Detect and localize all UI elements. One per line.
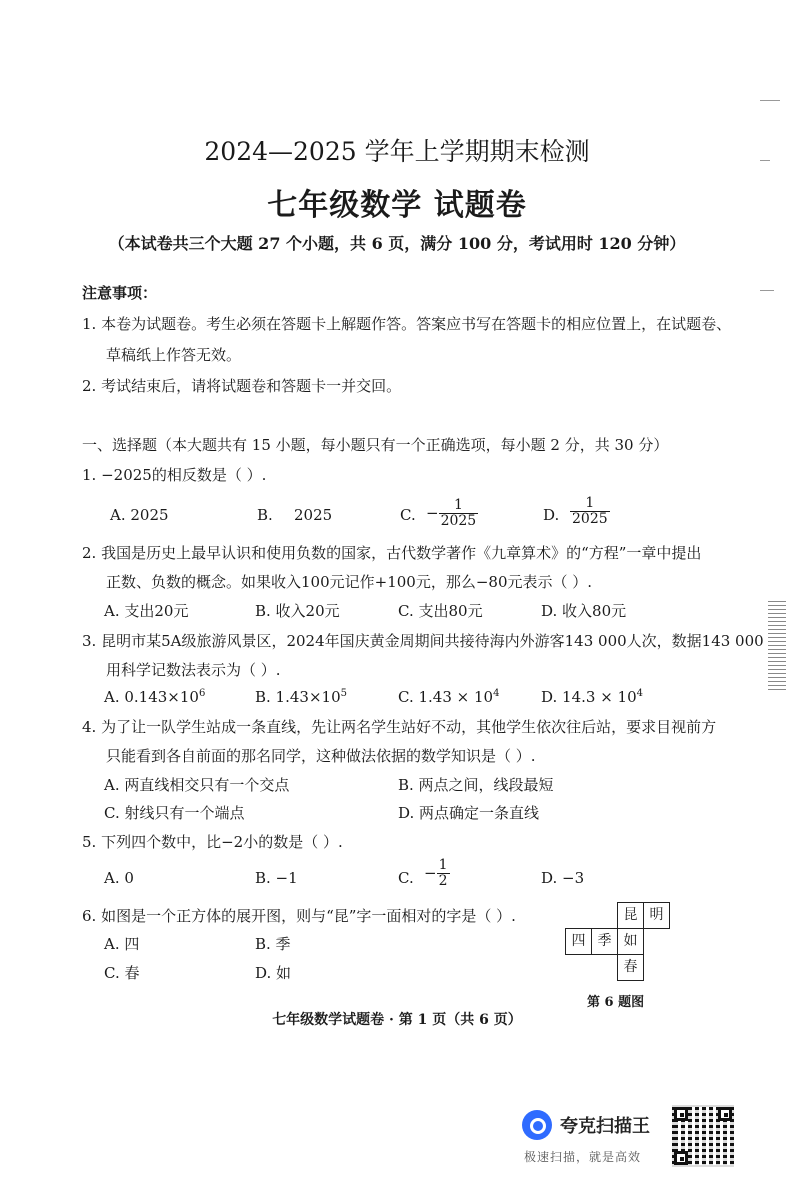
question-5-stem: 5. 下列四个数中，比−2小的数是（ ）. xyxy=(82,833,343,851)
section-heading: 一、选择题（本大题共有 15 小题，每小题只有一个正确选项，每小题 2 分，共 30 分） xyxy=(82,436,669,454)
minus-sign: − xyxy=(424,863,437,882)
question-5-option-b: B. −1 xyxy=(255,869,298,887)
option-text: B. 1.43×10 xyxy=(255,688,341,706)
paper-title: 七年级数学 试题卷 xyxy=(267,188,527,223)
question-4-option-a: A. 两直线相交只有一个交点 xyxy=(104,776,290,794)
fraction xyxy=(437,858,450,890)
question-6-option-b: B. 季 xyxy=(255,935,291,953)
question-3-option-c xyxy=(398,688,499,706)
option-text: D. 14.3 × 10 xyxy=(541,688,637,706)
numerator: 1 xyxy=(453,497,463,513)
question-3-option-d xyxy=(541,688,643,706)
question-5-option-a: A. 0 xyxy=(104,869,134,887)
question-2-option-b: B. 收入20元 xyxy=(255,602,340,620)
question-1-option-c-label: C. xyxy=(400,506,416,524)
question-2-stem: 2. 我国是历史上最早认识和使用负数的国家，古代数学著作《九章算术》的“方程”一章中提出 xyxy=(82,544,702,562)
question-3-option-b xyxy=(255,688,347,706)
question-6-option-a: A. 四 xyxy=(104,935,140,953)
qr-finder-icon xyxy=(674,1151,688,1165)
question-5-option-d: D. −3 xyxy=(541,869,585,887)
net-cell-kun: 昆 xyxy=(617,902,644,929)
question-3-stem-cont: 用科学记数法表示为（ ）. xyxy=(106,661,281,679)
exponent: 5 xyxy=(340,688,347,699)
page-footer: 七年级数学试题卷 · 第 1 页（共 6 页） xyxy=(272,1012,522,1028)
question-3-stem: 3. 昆明市某5A级旅游风景区，2024年国庆黄金周期间共接待海内外游客143 000人次，数据143 000 xyxy=(82,632,764,650)
question-1-option-d xyxy=(570,496,610,528)
notice-item-2: 2. 考试结束后，请将试题卷和答题卡一并交回。 xyxy=(82,377,402,395)
notice-heading: 注意事项： xyxy=(82,284,158,302)
question-4-stem-cont: 只能看到各自前面的那名同学，这种做法依据的数学知识是（ ）. xyxy=(106,747,536,765)
question-6-stem: 6. 如图是一个正方体的展开图，则与“昆”字一面相对的字是（ ）. xyxy=(82,907,516,925)
notice-item-1: 1. 本卷为试题卷。考生必须在答题卡上解题作答。答案应书写在答题卡的相应位置上，在试题卷、 xyxy=(82,315,732,333)
scan-artifact xyxy=(768,600,786,690)
qr-finder-icon xyxy=(674,1107,688,1121)
scanner-brand: 夸克扫描王 xyxy=(560,1116,650,1137)
question-2-option-d: D. 收入80元 xyxy=(541,602,627,620)
question-2-stem-cont: 正数、负数的概念。如果收入100元记作+100元，那么−80元表示（ ）. xyxy=(106,573,593,591)
option-text: A. 0.143×10 xyxy=(104,688,199,706)
paper-instructions: （本试卷共三个大题 27 个小题，共 6 页，满分 100 分，考试用时 120 分钟） xyxy=(108,234,686,253)
question-4-option-b: B. 两点之间，线段最短 xyxy=(398,776,554,794)
fraction xyxy=(570,496,610,528)
question-5-option-c-label: C. xyxy=(398,869,414,887)
question-4-option-d: D. 两点确定一条直线 xyxy=(398,804,540,822)
question-6-option-d: D. 如 xyxy=(255,964,292,982)
option-text: C. 1.43 × 10 xyxy=(398,688,494,706)
net-cell-chun: 春 xyxy=(617,954,644,981)
figure-caption: 第 6 题图 xyxy=(587,995,645,1010)
net-cell-ji: 季 xyxy=(591,928,618,955)
question-4-stem: 4. 为了让一队学生站成一条直线，先让两名学生站好不动，其他学生依次往后站，要求目视前方 xyxy=(82,718,717,736)
net-cell-ru: 如 xyxy=(617,928,644,955)
question-2-option-a: A. 支出20元 xyxy=(104,602,189,620)
question-4-option-c: C. 射线只有一个端点 xyxy=(104,804,245,822)
denominator: 2 xyxy=(438,873,448,890)
denominator: 2025 xyxy=(440,513,477,530)
scan-artifact xyxy=(760,160,770,161)
question-3-option-a xyxy=(104,688,205,706)
net-cell-ming: 明 xyxy=(643,902,670,929)
exponent: 6 xyxy=(198,688,206,699)
question-5-option-c xyxy=(424,858,450,890)
question-1-option-d-label: D. xyxy=(543,506,560,524)
question-1-option-b: 2025 xyxy=(294,506,333,524)
question-1-option-c xyxy=(426,498,478,530)
question-1-option-a: A. 2025 xyxy=(110,506,169,524)
exam-period-title: 2024—2025 学年上学期期末检测 xyxy=(204,137,590,166)
notice-item-1-cont: 草稿纸上作答无效。 xyxy=(106,346,242,364)
denominator: 2025 xyxy=(572,511,608,528)
qr-finder-icon xyxy=(718,1107,732,1121)
scanner-logo-icon xyxy=(522,1110,552,1140)
question-2-option-c: C. 支出80元 xyxy=(398,602,483,620)
scan-artifact xyxy=(760,100,780,101)
numerator: 1 xyxy=(585,495,595,511)
scanner-slogan: 极速扫描，就是高效 xyxy=(524,1150,642,1164)
fraction xyxy=(439,498,479,530)
exponent: 4 xyxy=(493,688,500,699)
question-1-stem: 1. −2025的相反数是（ ）. xyxy=(82,466,267,484)
net-cell-si: 四 xyxy=(565,928,592,955)
question-1-option-b-label: B. xyxy=(257,506,273,524)
scan-artifact xyxy=(760,290,774,291)
numerator: 1 xyxy=(438,857,448,873)
exponent: 4 xyxy=(636,688,643,699)
question-6-option-c: C. 春 xyxy=(104,964,140,982)
minus-sign: − xyxy=(426,503,439,522)
